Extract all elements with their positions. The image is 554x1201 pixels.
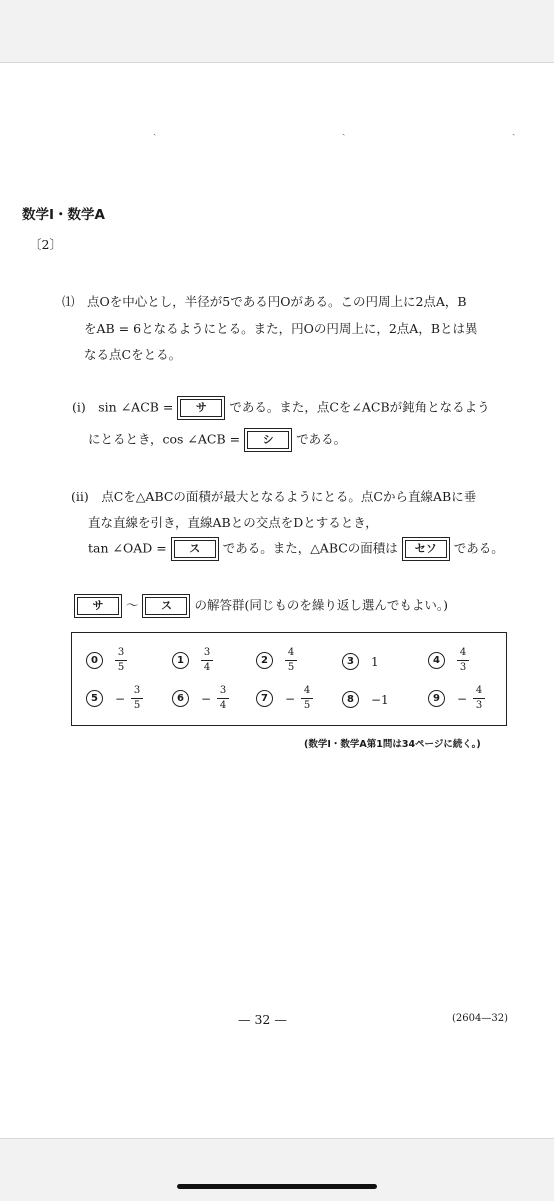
denominator: 5	[303, 700, 311, 711]
choice-8	[342, 691, 389, 708]
choice-5	[86, 685, 143, 712]
choice-number: 7	[256, 690, 273, 707]
part1-line2: をAB = 6となるようにとる。また，円Oの円周上に，2点A，Bとは異	[84, 321, 478, 336]
fraction	[301, 685, 313, 712]
fraction	[201, 647, 213, 674]
home-indicator[interactable]	[177, 1184, 377, 1189]
numerator: 3	[117, 647, 125, 658]
viewer-top-bar	[0, 0, 554, 63]
fraction	[115, 647, 127, 674]
numerator: 4	[303, 685, 311, 696]
page-number: — 32 —	[238, 1012, 287, 1027]
part1-line1: ⑴ 点Oを中心とし，半径が5である円Oがある。この円周上に2点A，B	[62, 294, 467, 309]
numerator: 3	[133, 685, 141, 696]
answer-group-label: の解答群(同じものを繰り返し選んでもよい。)	[194, 597, 448, 613]
sub-i-suffix: である。また，点Cを∠ACBが鈍角となるよう	[229, 399, 490, 415]
choice-number: 6	[172, 690, 189, 707]
choice-9	[428, 685, 485, 712]
sub-ii-line2: 直な直線を引き，直線ABとの交点をDとするとき，	[88, 515, 378, 530]
fraction	[473, 685, 485, 712]
denominator: 5	[287, 662, 295, 673]
denominator: 4	[203, 662, 211, 673]
answer-box-sa	[177, 396, 225, 420]
choice-number: 4	[428, 652, 445, 669]
range-tilde: ～	[125, 597, 139, 613]
fraction	[131, 685, 143, 712]
choice-value: 1	[371, 654, 379, 669]
fraction	[457, 647, 469, 674]
answer-box-range-end	[142, 594, 190, 618]
answer-choices-grid	[71, 632, 507, 726]
document-code: (2604—32)	[452, 1013, 508, 1024]
fraction	[285, 647, 297, 674]
choice-4	[428, 647, 469, 674]
numerator: 4	[459, 647, 467, 658]
denominator: 3	[475, 700, 483, 711]
numerator: 3	[219, 685, 227, 696]
sub-i-line2	[88, 428, 346, 452]
answer-box-label: ス	[145, 597, 187, 615]
choice-value: −1	[371, 692, 389, 707]
scan-mark: ˎ	[153, 125, 157, 136]
sub-i-line1	[72, 396, 490, 420]
answer-box-seso	[402, 537, 450, 561]
scan-mark: ˎ	[512, 125, 516, 136]
numerator: 4	[475, 685, 483, 696]
answer-box-su	[171, 537, 219, 561]
minus-sign: −	[457, 691, 468, 706]
choice-number: 5	[86, 690, 103, 707]
choice-7	[256, 685, 313, 712]
answer-box-range-start	[74, 594, 122, 618]
choice-number: 2	[256, 652, 273, 669]
answer-box-label: サ	[180, 399, 222, 417]
choice-number: 8	[342, 691, 359, 708]
choice-3	[342, 653, 379, 670]
subject-heading: 数学Ⅰ・数学A	[22, 207, 105, 223]
denominator: 4	[219, 700, 227, 711]
sub-ii-suffix: である。	[453, 540, 504, 556]
choice-0	[86, 647, 127, 674]
scan-mark: ˎ	[342, 125, 346, 136]
sub-i-prefix: (i) sin ∠ACB =	[72, 399, 174, 415]
numerator: 4	[287, 647, 295, 658]
choice-number: 1	[172, 652, 189, 669]
denominator: 5	[117, 662, 125, 673]
choice-6	[172, 685, 229, 712]
part1-line3: なる点Cをとる。	[84, 347, 182, 362]
answer-box-label: シ	[247, 431, 289, 449]
denominator: 5	[133, 700, 141, 711]
problem-number: 〔2〕	[29, 237, 62, 252]
answer-box-label: ス	[174, 540, 216, 558]
sub-ii-prefix: tan ∠OAD =	[88, 540, 167, 556]
answer-box-label: セソ	[405, 540, 447, 558]
minus-sign: −	[285, 691, 296, 706]
sub-i-prefix-2: にとるとき，cos ∠ACB =	[88, 431, 241, 447]
answer-box-label: サ	[77, 597, 119, 615]
answer-group-caption	[74, 594, 448, 618]
sub-i-suffix-2: である。	[296, 431, 347, 447]
choice-number: 9	[428, 690, 445, 707]
sub-ii-line3	[88, 537, 504, 561]
continuation-note: (数学Ⅰ・数学A第1問は34ページに続く。)	[304, 739, 481, 750]
numerator: 3	[203, 647, 211, 658]
sub-ii-line1: (ii) 点Cを△ABCの面積が最大となるようにとる。点Cから直線ABに垂	[71, 489, 477, 504]
choice-number: 3	[342, 653, 359, 670]
choice-2	[256, 647, 297, 674]
choice-number: 0	[86, 652, 103, 669]
choice-1	[172, 647, 213, 674]
document-page	[0, 63, 554, 1138]
viewer-bottom-bar	[0, 1138, 554, 1201]
fraction	[217, 685, 229, 712]
minus-sign: −	[201, 691, 212, 706]
answer-box-shi	[244, 428, 292, 452]
denominator: 3	[459, 662, 467, 673]
sub-ii-middle: である。また，△ABCの面積は	[222, 540, 398, 556]
minus-sign: −	[115, 691, 126, 706]
